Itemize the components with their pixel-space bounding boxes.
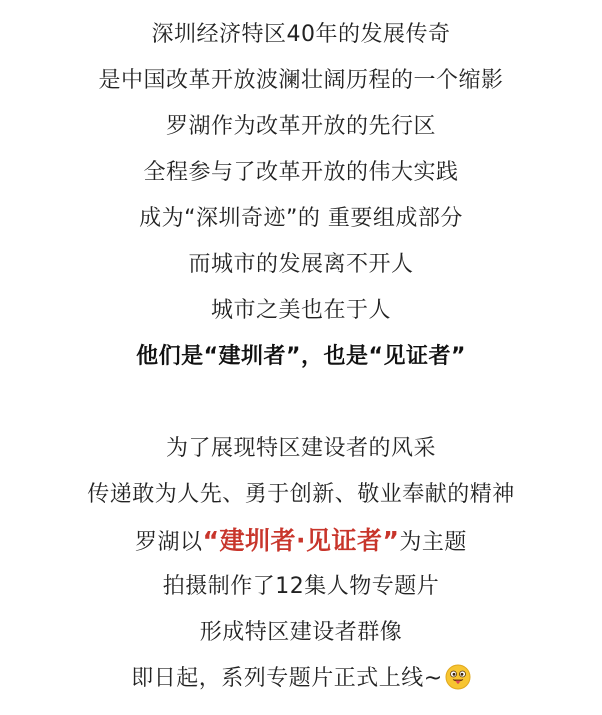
text-line-13: 形成特区建设者群像 bbox=[199, 620, 403, 645]
bold-statement: 他们是“建圳者”，也是“见证者” bbox=[136, 344, 466, 369]
closing-text: 即日起，系列专题片正式上线~ bbox=[131, 666, 443, 691]
text-line-12: 拍摄制作了12集人物专题片 bbox=[162, 574, 440, 599]
text-line-9: 为了展现特区建设者的风采 bbox=[165, 436, 436, 461]
text-line-5: 成为“深圳奇迹”的 重要组成部分 bbox=[139, 206, 463, 231]
text-line-2: 是中国改革开放波澜壮阔历程的一个缩影 bbox=[98, 68, 504, 93]
text-line-10: 传递敢为人先、勇于创新、敬业奉献的精神 bbox=[87, 482, 515, 507]
closing-line bbox=[0, 656, 602, 702]
theme-suffix: 为主题 bbox=[399, 530, 467, 555]
theme-highlight: “建圳者·见证者” bbox=[202, 526, 400, 555]
theme-line bbox=[0, 518, 602, 564]
text-line-1: 深圳经济特区40年的发展传奇 bbox=[151, 22, 451, 47]
tongue-out-face-icon bbox=[445, 661, 471, 687]
text-line-3: 罗湖作为改革开放的先行区 bbox=[165, 114, 436, 139]
paragraph-spacer bbox=[0, 380, 602, 426]
text-line-6: 而城市的发展离不开人 bbox=[188, 252, 414, 277]
theme-prefix: 罗湖以 bbox=[135, 530, 203, 555]
text-line-4: 全程参与了改革开放的伟大实践 bbox=[143, 160, 459, 185]
text-line-7: 城市之美也在于人 bbox=[210, 298, 391, 323]
